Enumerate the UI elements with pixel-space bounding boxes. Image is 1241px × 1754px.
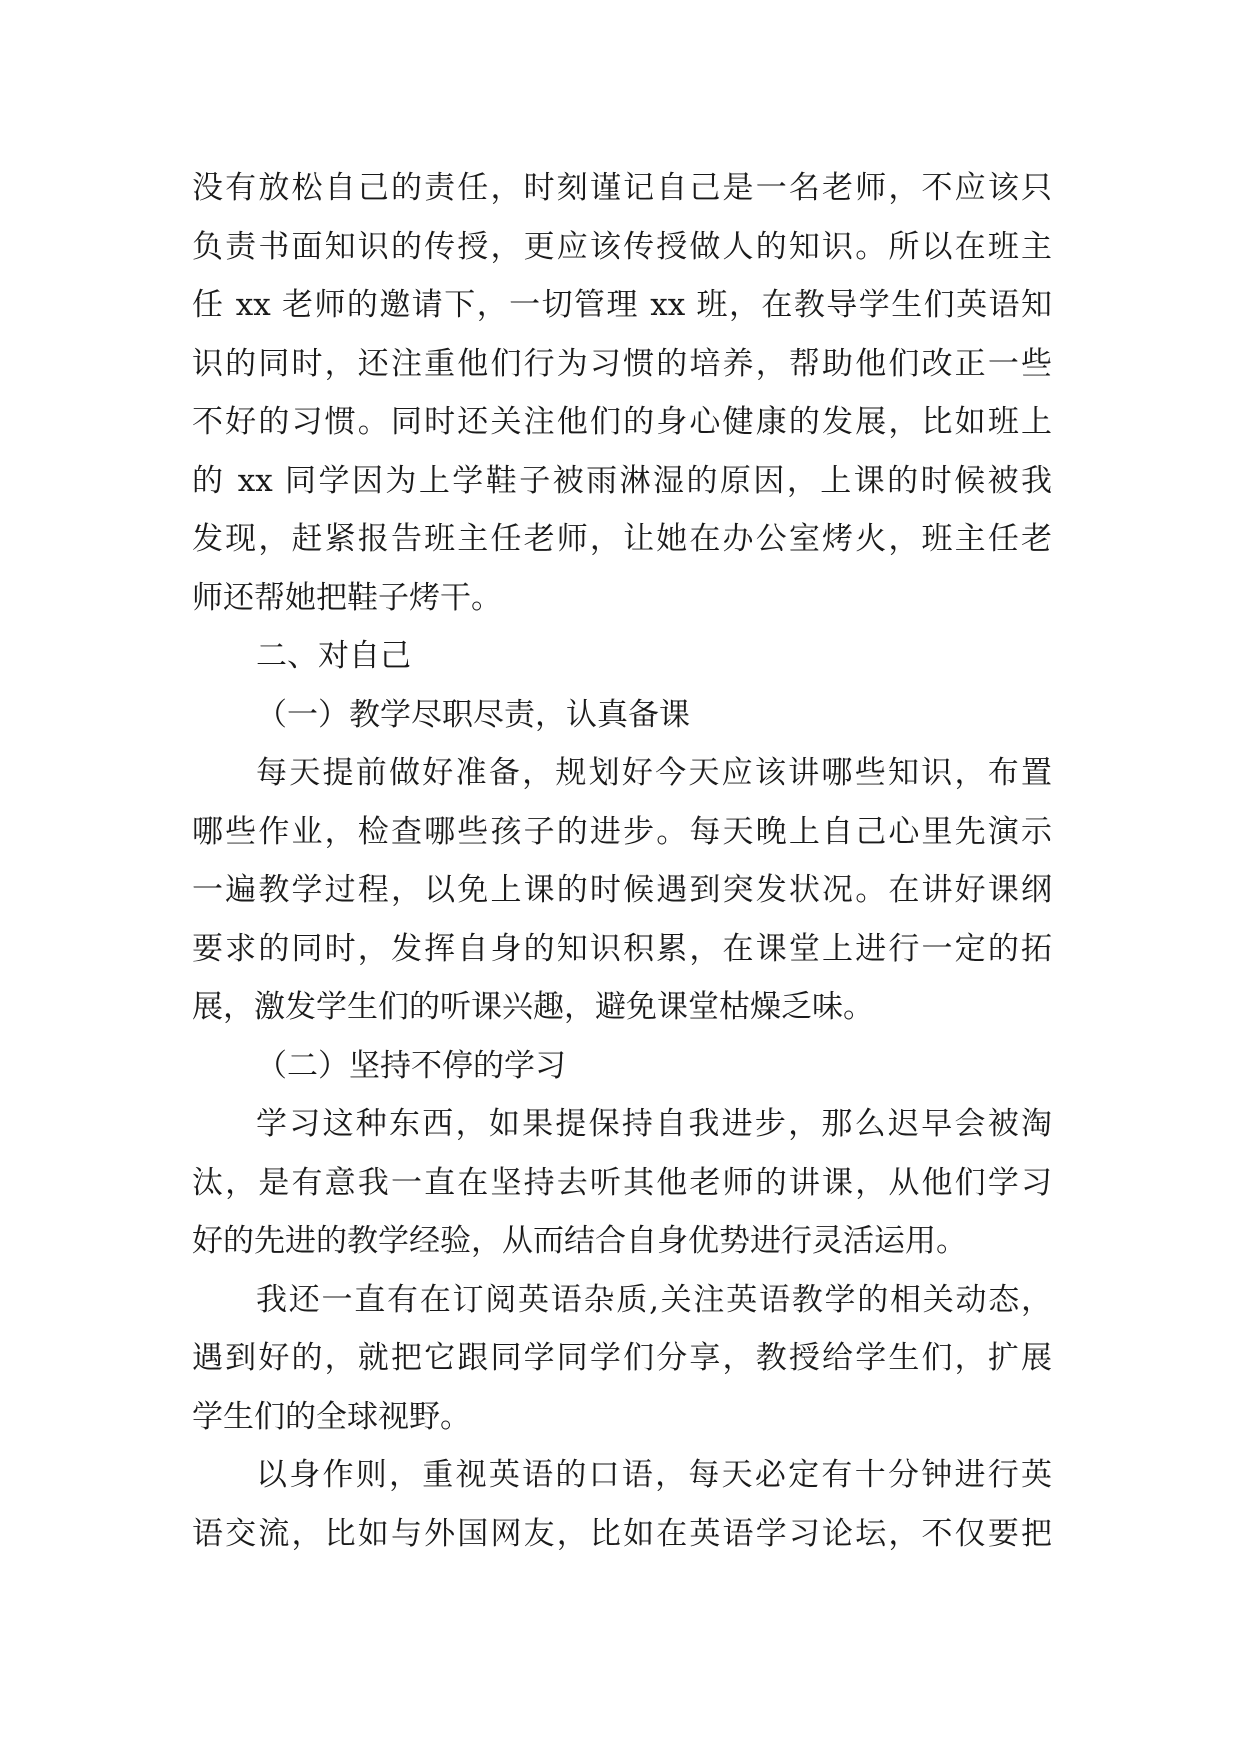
paragraph-line: 识的同时，还注重他们行为习惯的培养，帮助他们改正一些	[192, 345, 1052, 382]
paragraph-line: 学习这种东西，如果提保持自我进步，那么迟早会被淘	[256, 1106, 1052, 1142]
paragraph-line: 发现，赶紧报告班主任老师，让她在办公室烤火，班主任老	[192, 521, 1052, 557]
paragraph-line: 以身作则，重视英语的口语，每天必定有十分钟进行英	[256, 1457, 1052, 1493]
paragraph-line: 哪些作业，检查哪些孩子的进步。每天晚上自己心里先演示	[192, 813, 1052, 850]
paragraph-line: 师还帮她把鞋子烤干。	[192, 579, 502, 616]
paragraph-line: 语交流，比如与外国网友，比如在英语学习论坛，不仅要把	[192, 1515, 1052, 1552]
paragraph-line: 好的先进的教学经验，从而结合自身优势进行灵活运用。	[192, 1223, 967, 1259]
subsection-heading: （二）坚持不停的学习	[256, 1047, 566, 1084]
section-heading: 二、对自己	[256, 638, 411, 674]
paragraph-line: 遇到好的，就把它跟同学同学们分享，教授给学生们，扩展	[192, 1340, 1052, 1376]
paragraph-line: 要求的同时，发挥自身的知识积累，在课堂上进行一定的拓	[192, 930, 1052, 967]
paragraph-line: 任 xx 老师的邀请下，一切管理 xx 班，在教导学生们英语知	[192, 287, 1052, 323]
paragraph-line: 没有放松自己的责任，时刻谨记自己是一名老师，不应该只	[192, 170, 1052, 206]
paragraph-line: 负责书面知识的传授，更应该传授做人的知识。所以在班主	[192, 228, 1052, 265]
paragraph-line: 不好的习惯。同时还关注他们的身心健康的发展，比如班上	[192, 404, 1052, 440]
subsection-heading: （一）教学尽职尽责，认真备课	[256, 696, 690, 733]
paragraph-line: 每天提前做好准备，规划好今天应该讲哪些知识，布置	[256, 755, 1052, 791]
paragraph-line: 我还一直有在订阅英语杂质,关注英语教学的相关动态，	[256, 1281, 1052, 1318]
paragraph-line: 一遍教学过程，以免上课的时候遇到突发状况。在讲好课纲	[192, 872, 1052, 908]
document-body	[192, 159, 1052, 1563]
paragraph-line: 的 xx 同学因为上学鞋子被雨淋湿的原因，上课的时候被我	[192, 462, 1052, 499]
paragraph-line: 汰，是有意我一直在坚持去听其他老师的讲课，从他们学习	[192, 1164, 1052, 1201]
paragraph-line: 学生们的全球视野。	[192, 1398, 471, 1435]
paragraph-line: 展，激发学生们的听课兴趣，避免课堂枯燥乏味。	[192, 989, 874, 1025]
